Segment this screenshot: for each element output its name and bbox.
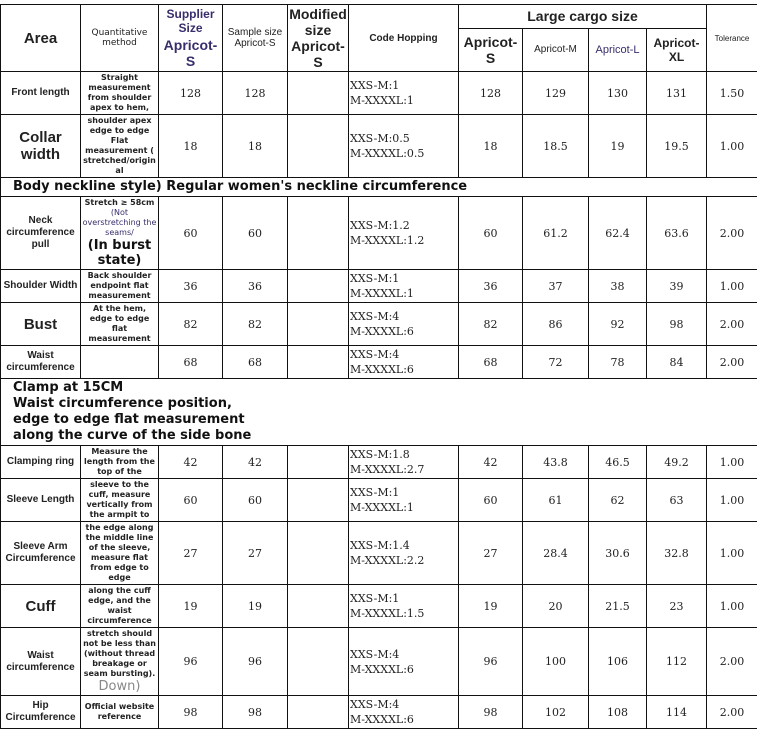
table-row xyxy=(1,197,757,270)
overlay-clamp3: edge to edge flat measurement xyxy=(13,412,756,428)
area-cell: Waist circumference xyxy=(1,628,81,696)
code-m-xxxxl: M-XXXXL:1.2 xyxy=(350,233,457,248)
size-s-cell: 98 xyxy=(459,696,523,729)
size-l: Apricot-L xyxy=(589,28,647,71)
area-cell: Shoulder Width xyxy=(1,270,81,303)
tolerance-cell: 1.00 xyxy=(707,585,757,628)
supplier-cell: 19 xyxy=(159,585,223,628)
overlay-clamp4: along the curve of the side bone xyxy=(13,428,756,444)
size-l-cell: 30.6 xyxy=(589,522,647,585)
overlay-down: Down) xyxy=(82,679,157,694)
code-xxs-m: XXS-M:1 xyxy=(350,78,457,93)
supplier-cell: 96 xyxy=(159,628,223,696)
modified-cell xyxy=(288,72,349,115)
header-modified xyxy=(288,5,349,72)
method-text: Back shoulder endpoint flat measurement xyxy=(82,271,157,301)
table-row xyxy=(1,522,757,585)
size-s-cell: 18 xyxy=(459,115,523,178)
area-cell: Sleeve Arm Circumference xyxy=(1,522,81,585)
supplier-cell: 82 xyxy=(159,303,223,346)
supplier-cell: 42 xyxy=(159,446,223,479)
size-s-cell: 82 xyxy=(459,303,523,346)
method-cell xyxy=(81,479,159,522)
modified-cell xyxy=(288,585,349,628)
size-xl-cell: 49.2 xyxy=(647,446,707,479)
table-row xyxy=(1,346,757,379)
code-cell xyxy=(349,270,459,303)
method-text: At the hem, edge to edge flat measurement xyxy=(82,304,157,344)
area-cell: Neck circumference pull xyxy=(1,197,81,270)
code-cell xyxy=(349,446,459,479)
area-cell: Front length xyxy=(1,72,81,115)
sample-cell: 128 xyxy=(223,72,288,115)
method-text: stretch should not be less than (without thread breakage or seam bursting). xyxy=(82,629,157,679)
area-cell: Hip Circumference xyxy=(1,696,81,729)
supplier-sub: Apricot-S xyxy=(160,37,221,69)
size-l-cell: 46.5 xyxy=(589,446,647,479)
modified-cell xyxy=(288,270,349,303)
supplier-cell: 27 xyxy=(159,522,223,585)
annotation-cell xyxy=(1,178,757,197)
code-cell xyxy=(349,197,459,270)
sample-cell: 96 xyxy=(223,628,288,696)
tolerance-cell: 1.00 xyxy=(707,115,757,178)
size-l-cell: 108 xyxy=(589,696,647,729)
size-s-cell: 19 xyxy=(459,585,523,628)
code-xxs-m: XXS-M:4 xyxy=(350,309,457,324)
sample-cell: 82 xyxy=(223,303,288,346)
modified-cell xyxy=(288,522,349,585)
method-text: Measure the length from the top of the xyxy=(82,447,157,477)
tolerance-cell: 2.00 xyxy=(707,303,757,346)
area-cell: Bust xyxy=(1,303,81,346)
code-cell xyxy=(349,303,459,346)
code-xxs-m: XXS-M:1 xyxy=(350,591,457,606)
method-note: (Not overstretching the seams/ xyxy=(82,208,157,238)
method-text: sleeve to the cuff, measure vertically from the armpit to xyxy=(82,480,157,520)
code-xxs-m: XXS-M:4 xyxy=(350,347,457,362)
method-cell xyxy=(81,628,159,696)
size-m-cell: 43.8 xyxy=(523,446,589,479)
size-s-cell: 27 xyxy=(459,522,523,585)
supplier-cell: 18 xyxy=(159,115,223,178)
table-row xyxy=(1,696,757,729)
annotation-row xyxy=(1,178,757,197)
method-cell xyxy=(81,446,159,479)
sample-cell: 42 xyxy=(223,446,288,479)
size-xl: Apricot-XL xyxy=(647,28,707,71)
area-cell: Cuff xyxy=(1,585,81,628)
area-cell: Collar width xyxy=(1,115,81,178)
supplier-cell: 68 xyxy=(159,346,223,379)
size-m-cell: 86 xyxy=(523,303,589,346)
size-xl-cell: 84 xyxy=(647,346,707,379)
size-m-cell: 28.4 xyxy=(523,522,589,585)
size-l-cell: 38 xyxy=(589,270,647,303)
table-row xyxy=(1,270,757,303)
sample-sub: Apricot-S xyxy=(224,38,286,49)
code-m-xxxxl: M-XXXXL:1.5 xyxy=(350,606,457,621)
size-xl-cell: 98 xyxy=(647,303,707,346)
code-cell xyxy=(349,115,459,178)
size-m-cell: 102 xyxy=(523,696,589,729)
supplier-cell: 60 xyxy=(159,479,223,522)
sample-cell: 60 xyxy=(223,197,288,270)
size-m-cell: 100 xyxy=(523,628,589,696)
code-xxs-m: XXS-M:4 xyxy=(350,697,457,712)
code-cell xyxy=(349,346,459,379)
code-m-xxxxl: M-XXXXL:1 xyxy=(350,93,457,108)
code-m-xxxxl: M-XXXXL:2.2 xyxy=(350,553,457,568)
code-xxs-m: XXS-M:0.5 xyxy=(350,131,457,146)
size-l-cell: 78 xyxy=(589,346,647,379)
supplier-cell: 98 xyxy=(159,696,223,729)
area-cell: Waist circumference xyxy=(1,346,81,379)
tolerance-cell: 1.50 xyxy=(707,72,757,115)
size-xl-cell: 114 xyxy=(647,696,707,729)
method-text: Official website reference xyxy=(82,702,157,722)
supplier-cell: 36 xyxy=(159,270,223,303)
code-m-xxxxl: M-XXXXL:6 xyxy=(350,662,457,677)
method-cell xyxy=(81,346,159,379)
code-cell xyxy=(349,585,459,628)
header-area: Area xyxy=(1,5,81,72)
method-cell xyxy=(81,270,159,303)
tolerance-cell: 1.00 xyxy=(707,270,757,303)
code-cell xyxy=(349,522,459,585)
size-m-cell: 72 xyxy=(523,346,589,379)
method-cell xyxy=(81,72,159,115)
code-cell xyxy=(349,479,459,522)
method-cell xyxy=(81,522,159,585)
size-s-cell: 96 xyxy=(459,628,523,696)
method-text: the edge along the middle line of the sleeve, measure flat from edge to edge xyxy=(82,523,157,583)
code-m-xxxxl: M-XXXXL:1 xyxy=(350,286,457,301)
code-xxs-m: XXS-M:1.8 xyxy=(350,447,457,462)
code-cell xyxy=(349,628,459,696)
sample-cell: 68 xyxy=(223,346,288,379)
modified-cell xyxy=(288,346,349,379)
code-m-xxxxl: M-XXXXL:1 xyxy=(350,500,457,515)
header-sample xyxy=(223,5,288,72)
size-m: Apricot-M xyxy=(523,28,589,71)
code-xxs-m: XXS-M:1 xyxy=(350,271,457,286)
size-m-cell: 61 xyxy=(523,479,589,522)
size-xl-cell: 63.6 xyxy=(647,197,707,270)
code-xxs-m: XXS-M:1.2 xyxy=(350,218,457,233)
size-l-cell: 130 xyxy=(589,72,647,115)
size-xl-cell: 19.5 xyxy=(647,115,707,178)
header-supplier xyxy=(159,5,223,72)
size-m-cell: 37 xyxy=(523,270,589,303)
area-cell: Clamping ring xyxy=(1,446,81,479)
method-text: along the cuff edge, and the waist circumference xyxy=(82,586,157,626)
code-m-xxxxl: M-XXXXL:6 xyxy=(350,712,457,727)
code-xxs-m: XXS-M:1 xyxy=(350,485,457,500)
overlay-neckline: Body neckline style) Regular women's neckline circumference xyxy=(13,179,756,195)
header-code: Code Hopping xyxy=(349,5,459,72)
method-cell xyxy=(81,696,159,729)
size-xl-cell: 63 xyxy=(647,479,707,522)
tolerance-cell: 2.00 xyxy=(707,346,757,379)
size-xl-cell: 32.8 xyxy=(647,522,707,585)
supplier-label: Supplier Size xyxy=(160,7,221,35)
size-l-cell: 106 xyxy=(589,628,647,696)
table-row xyxy=(1,628,757,696)
code-cell xyxy=(349,696,459,729)
sample-cell: 60 xyxy=(223,479,288,522)
size-m-cell: 61.2 xyxy=(523,197,589,270)
annotation-cell xyxy=(1,379,757,446)
code-m-xxxxl: M-XXXXL:6 xyxy=(350,362,457,377)
size-l-cell: 92 xyxy=(589,303,647,346)
code-m-xxxxl: M-XXXXL:2.7 xyxy=(350,462,457,477)
method-cell xyxy=(81,197,159,270)
method-text: shoulder apex edge to edge Flat measurement ( stretched/original xyxy=(82,116,157,176)
code-cell xyxy=(349,72,459,115)
table-row xyxy=(1,446,757,479)
size-l-cell: 21.5 xyxy=(589,585,647,628)
sample-cell: 36 xyxy=(223,270,288,303)
tolerance-cell: 1.00 xyxy=(707,446,757,479)
sample-cell: 27 xyxy=(223,522,288,585)
tolerance-cell: 2.00 xyxy=(707,696,757,729)
modified-sub-label: Apricot-S xyxy=(289,38,347,70)
size-l-cell: 19 xyxy=(589,115,647,178)
tolerance-cell: 2.00 xyxy=(707,628,757,696)
modified-label: Modified size xyxy=(289,6,347,38)
size-s-cell: 128 xyxy=(459,72,523,115)
size-l-cell: 62 xyxy=(589,479,647,522)
modified-cell xyxy=(288,197,349,270)
modified-cell xyxy=(288,628,349,696)
tolerance-cell: 2.00 xyxy=(707,197,757,270)
code-m-xxxxl: M-XXXXL:6 xyxy=(350,324,457,339)
sample-label: Sample size xyxy=(224,27,286,38)
size-s-cell: 36 xyxy=(459,270,523,303)
code-xxs-m: XXS-M:4 xyxy=(350,647,457,662)
header-tolerance: Tolerance xyxy=(707,5,757,72)
size-s-cell: 60 xyxy=(459,479,523,522)
annotation-row xyxy=(1,379,757,446)
modified-cell xyxy=(288,446,349,479)
table-row xyxy=(1,479,757,522)
tolerance-cell: 1.00 xyxy=(707,522,757,585)
modified-cell xyxy=(288,115,349,178)
code-m-xxxxl: M-XXXXL:0.5 xyxy=(350,146,457,161)
size-s-cell: 68 xyxy=(459,346,523,379)
size-s-cell: 42 xyxy=(459,446,523,479)
method-cell xyxy=(81,115,159,178)
overlay-clamp2: Waist circumference position, xyxy=(13,396,756,412)
header-large: Large cargo size xyxy=(459,5,707,29)
table-row xyxy=(1,115,757,178)
table-row xyxy=(1,72,757,115)
size-xl-cell: 131 xyxy=(647,72,707,115)
sample-cell: 18 xyxy=(223,115,288,178)
header-method: Quantitative method xyxy=(81,5,159,72)
size-xl-cell: 39 xyxy=(647,270,707,303)
supplier-cell: 128 xyxy=(159,72,223,115)
size-chart-table xyxy=(0,4,757,729)
size-m-cell: 20 xyxy=(523,585,589,628)
area-cell: Sleeve Length xyxy=(1,479,81,522)
sample-cell: 19 xyxy=(223,585,288,628)
size-m-cell: 18.5 xyxy=(523,115,589,178)
method-text: Stretch ≥ 58cm xyxy=(82,198,157,208)
size-m-cell: 129 xyxy=(523,72,589,115)
supplier-cell: 60 xyxy=(159,197,223,270)
modified-cell xyxy=(288,303,349,346)
modified-cell xyxy=(288,696,349,729)
size-xl-cell: 112 xyxy=(647,628,707,696)
method-cell xyxy=(81,585,159,628)
tolerance-cell: 1.00 xyxy=(707,479,757,522)
overlay-burst: (In burst state) xyxy=(82,238,157,268)
table-row xyxy=(1,585,757,628)
overlay-clamp1: Clamp at 15CM xyxy=(13,380,756,396)
code-xxs-m: XXS-M:1.4 xyxy=(350,538,457,553)
size-xl-cell: 23 xyxy=(647,585,707,628)
sample-cell: 98 xyxy=(223,696,288,729)
size-l-cell: 62.4 xyxy=(589,197,647,270)
size-s-cell: 60 xyxy=(459,197,523,270)
method-cell xyxy=(81,303,159,346)
table-row xyxy=(1,303,757,346)
size-s: Apricot-S xyxy=(459,28,523,71)
method-text: Straight measurement from shoulder apex to hem, xyxy=(82,73,157,113)
modified-cell xyxy=(288,479,349,522)
